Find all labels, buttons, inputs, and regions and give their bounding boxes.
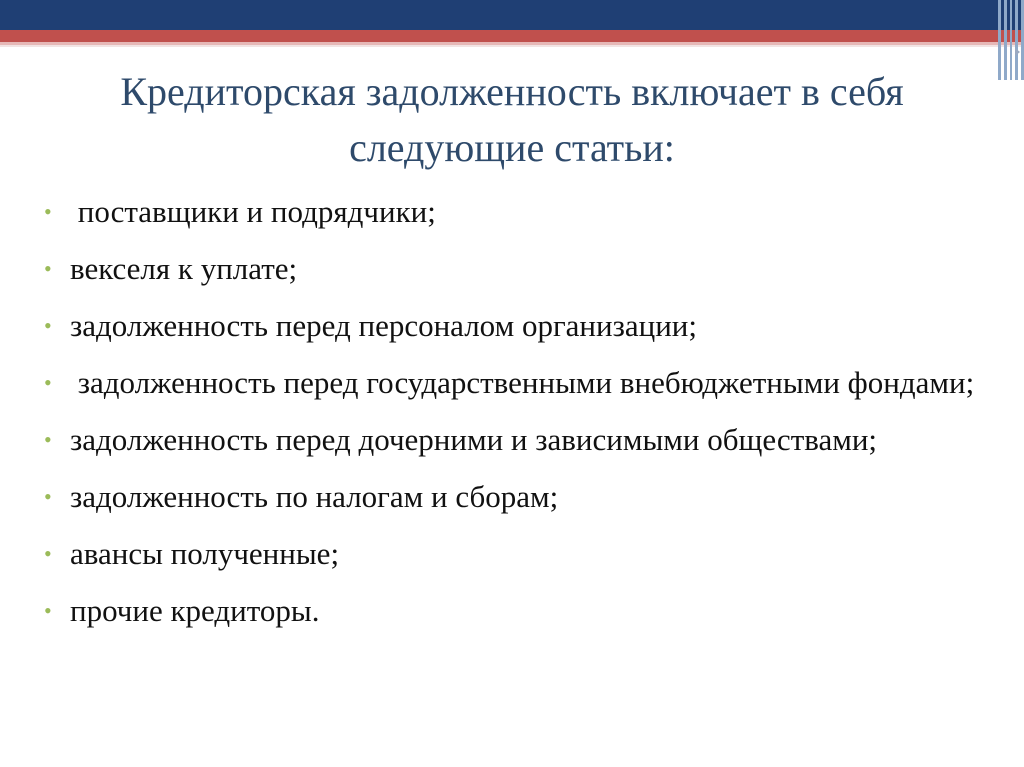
list-item-text: задолженность перед персоналом организации;	[70, 308, 697, 343]
list-item	[42, 188, 982, 236]
corner-stripe	[998, 0, 1001, 80]
bullet-icon: •	[44, 256, 52, 281]
header-band-navy	[0, 0, 1024, 30]
list-item	[42, 359, 982, 407]
list-item-text: поставщики и подрядчики;	[70, 194, 436, 229]
header-band-red	[0, 30, 1024, 42]
corner-arrow-icon	[1015, 48, 1020, 56]
corner-stripes	[998, 0, 1024, 80]
list-item	[42, 587, 982, 635]
list-item	[42, 416, 982, 464]
bullet-icon: •	[44, 484, 52, 509]
list-item	[42, 302, 982, 350]
corner-stripe	[1004, 0, 1007, 80]
bullet-icon: •	[44, 598, 52, 623]
bullet-icon: •	[44, 427, 52, 452]
corner-stripe	[1015, 0, 1018, 80]
bullet-icon: •	[44, 370, 52, 395]
list-item	[42, 245, 982, 293]
list-item-text: задолженность по налогам и сборам;	[70, 479, 559, 514]
list-item-text: задолженность перед государственными внебюджетными фондами;	[70, 365, 975, 400]
list-item-text: авансы полученные;	[70, 536, 340, 571]
bullet-icon: •	[44, 541, 52, 566]
list-item-text: прочие кредиторы.	[70, 593, 320, 628]
header-band-shadow	[0, 45, 1024, 47]
bullet-list	[42, 188, 982, 644]
bullet-icon: •	[44, 313, 52, 338]
bullet-icon: •	[44, 199, 52, 224]
list-item	[42, 530, 982, 578]
corner-stripe	[1010, 0, 1013, 80]
list-item-text: векселя к уплате;	[70, 251, 298, 286]
list-item	[42, 473, 982, 521]
slide-title: Кредиторская задолженность включает в себя следующие статьи:	[120, 69, 904, 170]
list-item-text: задолженность перед дочерними и зависимыми обществами;	[70, 422, 878, 457]
